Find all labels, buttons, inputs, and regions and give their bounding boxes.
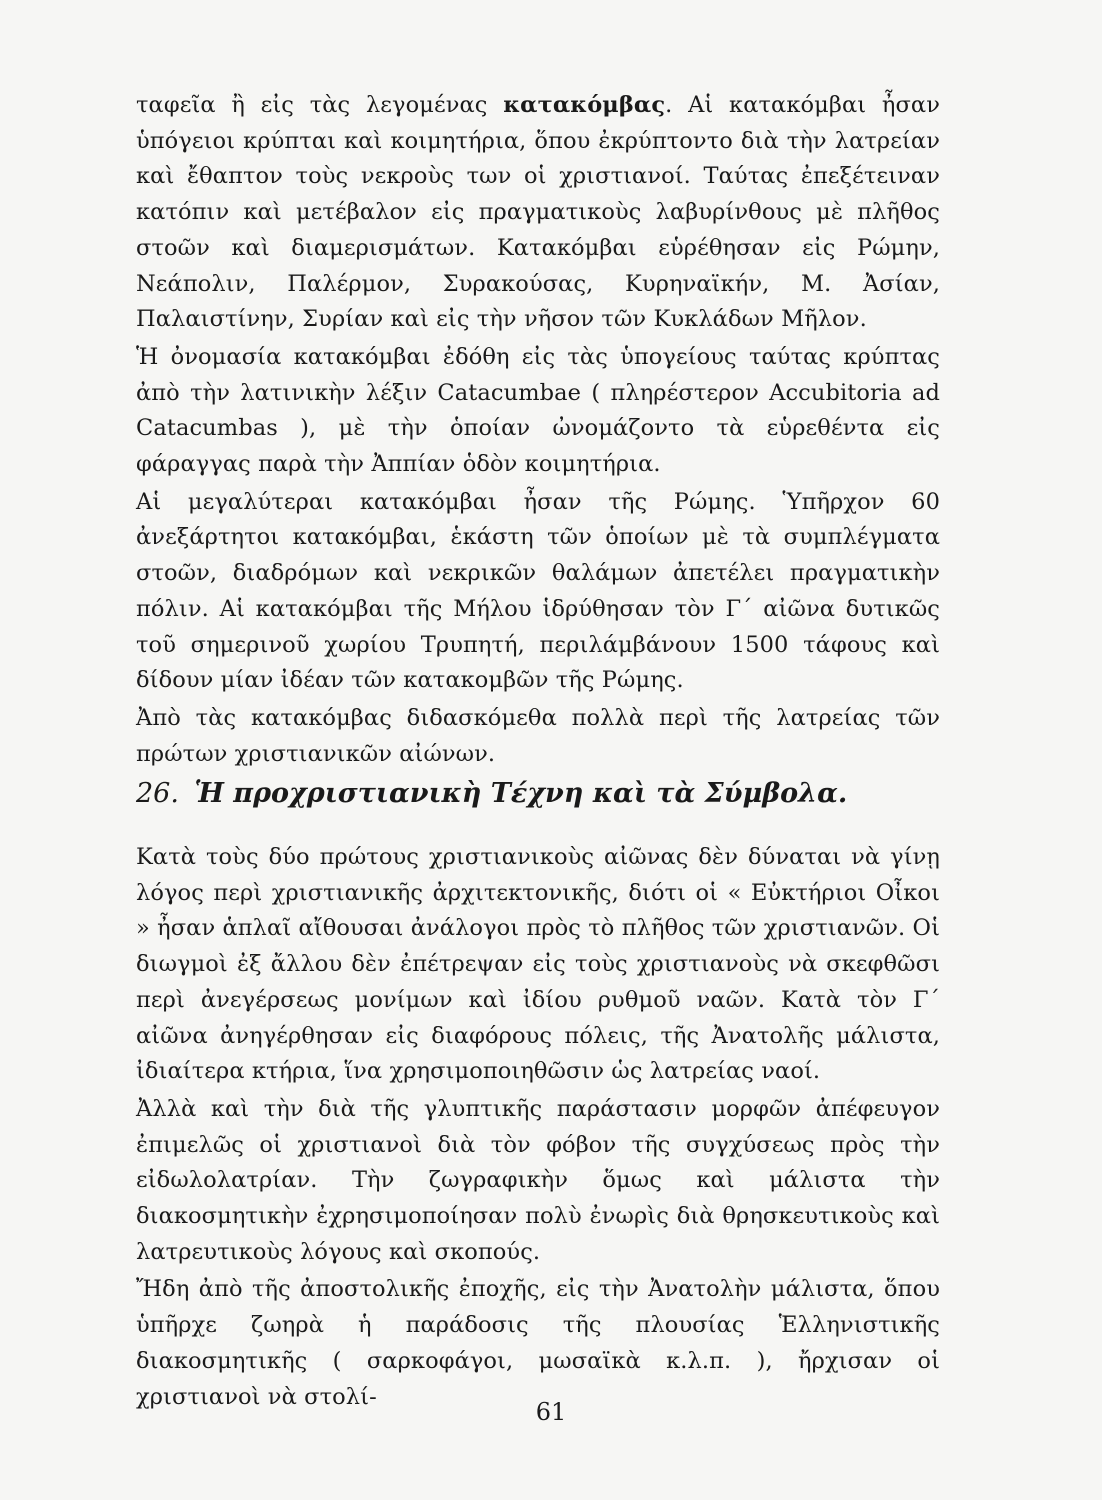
page-number: 61 xyxy=(535,1398,567,1426)
paragraph-rome-catacombs: Αἱ μεγαλύτεραι κατακόμβαι ἦσαν τῆς Ρώμης. Ὑπῆρχον 60 ἀνεξάρτητοι κατακόμβαι, ἑκάστη τῶν ὁποίων μὲ τὰ συμπλέγματα στοῶν, διαδρόμων καὶ νεκρικῶν θαλάμων ἀπετέλει πραγματικὴν πόλιν. Αἱ κατακόμβαι τῆς Μήλου ἱδρύθησαν τὸν Γ΄ αἰῶνα δυτικῶς τοῦ σημερινοῦ χωρίου Τρυπητή, περιλάμβάνουν 1500 τάφους καὶ δίδουν μίαν ἰδέαν τῶν κατακομβῶν τῆς Ρώμης. xyxy=(136,488,940,694)
bold-term-katakombas: κατακόμβας xyxy=(503,92,666,118)
paragraph-name-origin: Ἡ ὀνομασία κατακόμβαι ἐδόθη εἰς τὰς ὑπογείους ταύτας κρύπτας ἀπὸ τὴν λατινικὴν λέξιν Catacumbae ( πληρέστερον Accubitoria ad Catacumbas ), μὲ τὴν ὁποίαν ὠνομάζοντο τὰ εὑρεθέντα εἰς φάραγγας παρὰ τὴν Ἀππίαν ὁδὸν κοιμητήρια. xyxy=(136,343,940,478)
text-block-catacombs xyxy=(136,88,940,774)
paragraph-sculpture-painting: Ἀλλὰ καὶ τὴν διὰ τῆς γλυπτικῆς παράστασιν μορφῶν ἀπέφευγον ἐπιμελῶς οἱ χριστιανοὶ διὰ τὸν φόβον τῆς συγχύσεως πρὸς τὴν εἰδωλολατρίαν. Τὴν ζωγραφικὴν ὅμως καὶ μάλιστα τὴν διακοσμητικὴν ἐχρησιμοποίησαν πολὺ ἐνωρὶς διὰ θρησκευτικοὺς καὶ λατρευτικοὺς λόγους καὶ σκοπούς. xyxy=(136,1095,940,1265)
paragraph-catacombs-intro xyxy=(136,88,940,338)
text-run: . Αἱ κατακόμβαι ἦσαν ὑπόγειοι κρύπται καὶ κοιμητήρια, ὅπου ἐκρύπτοντο διὰ τὴν λατρείαν καὶ ἔθαπτον τοὺς νεκροὺς των οἱ χριστιανοί. Ταύτας ἐπεξέτειναν κατόπιν καὶ μετέβαλον εἰς πραγματικοὺς λαβυρίνθους μὲ πλῆθος στοῶν καὶ διαμερισμάτων. Κατακόμβαι εὑρέθησαν εἰς Ρώμην, Νεάπολιν, Παλέρμον, Συρακούσας, Κυρηναϊκήν, Μ. Ἀσίαν, Παλαιστίνην, Συρίαν καὶ εἰς τὴν νῆσον τῶν Κυκλάδων Μῆλον. xyxy=(136,92,941,333)
paragraph-worship-lessons: Ἀπὸ τὰς κατακόμβας διδασκόμεθα πολλὰ περὶ τῆς λατρείας τῶν πρώτων χριστιανικῶν αἰώνων. xyxy=(136,704,940,767)
section-number: 26. xyxy=(136,778,179,809)
paragraph-apostolic-era: Ἤδη ἀπὸ τῆς ἀποστολικῆς ἐποχῆς, εἰς τὴν Ἀνατολὴν μάλιστα, ὅπου ὑπῆρχε ζωηρὰ ἡ παράδοσις τῆς πλουσίας Ἑλληνιστικῆς διακοσμητικῆς ( σαρκοφάγοι, μωσαϊκὰ κ.λ.π. ), ἤρχισαν οἱ χριστιανοὶ νὰ στολί- xyxy=(136,1276,940,1410)
section-title: Ἡ προχριστιανικὴ Τέχνη καὶ τὰ Σύμβολα. xyxy=(194,778,848,809)
paragraph-architecture: Κατὰ τοὺς δύο πρώτους χριστιανικοὺς αἰῶνας δὲν δύναται νὰ γίνῃ λόγος περὶ χριστιανικῆς ἀρχιτεκτονικῆς, διότι οἱ « Εὐκτήριοι Οἶκοι » ἦσαν ἁπλαῖ αἴθουσαι ἀνάλογοι πρὸς τὸ πλῆθος τῶν χριστιανῶν. Οἱ διωγμοὶ ἐξ ἄλλου δὲν ἐπέτρεψαν εἰς τοὺς χριστιανοὺς νὰ σκεφθῶσι περὶ ἀνεγέρσεως μονίμων καὶ ἰδίου ρυθμοῦ ναῶν. Κατὰ τὸν Γ΄ αἰῶνα ἀνηγέρθησαν εἰς διαφόρους πόλεις, τῆς Ἀνατολῆς μάλιστα, ἰδιαίτερα κτήρια, ἵνα χρησιμοποιηθῶσιν ὡς λατρείας ναοί. xyxy=(136,844,940,1085)
text-block-art-symbols xyxy=(136,840,940,1417)
text-run: ταφεῖα ἢ εἰς τὰς λεγομένας xyxy=(136,92,504,118)
section-heading xyxy=(136,778,940,809)
